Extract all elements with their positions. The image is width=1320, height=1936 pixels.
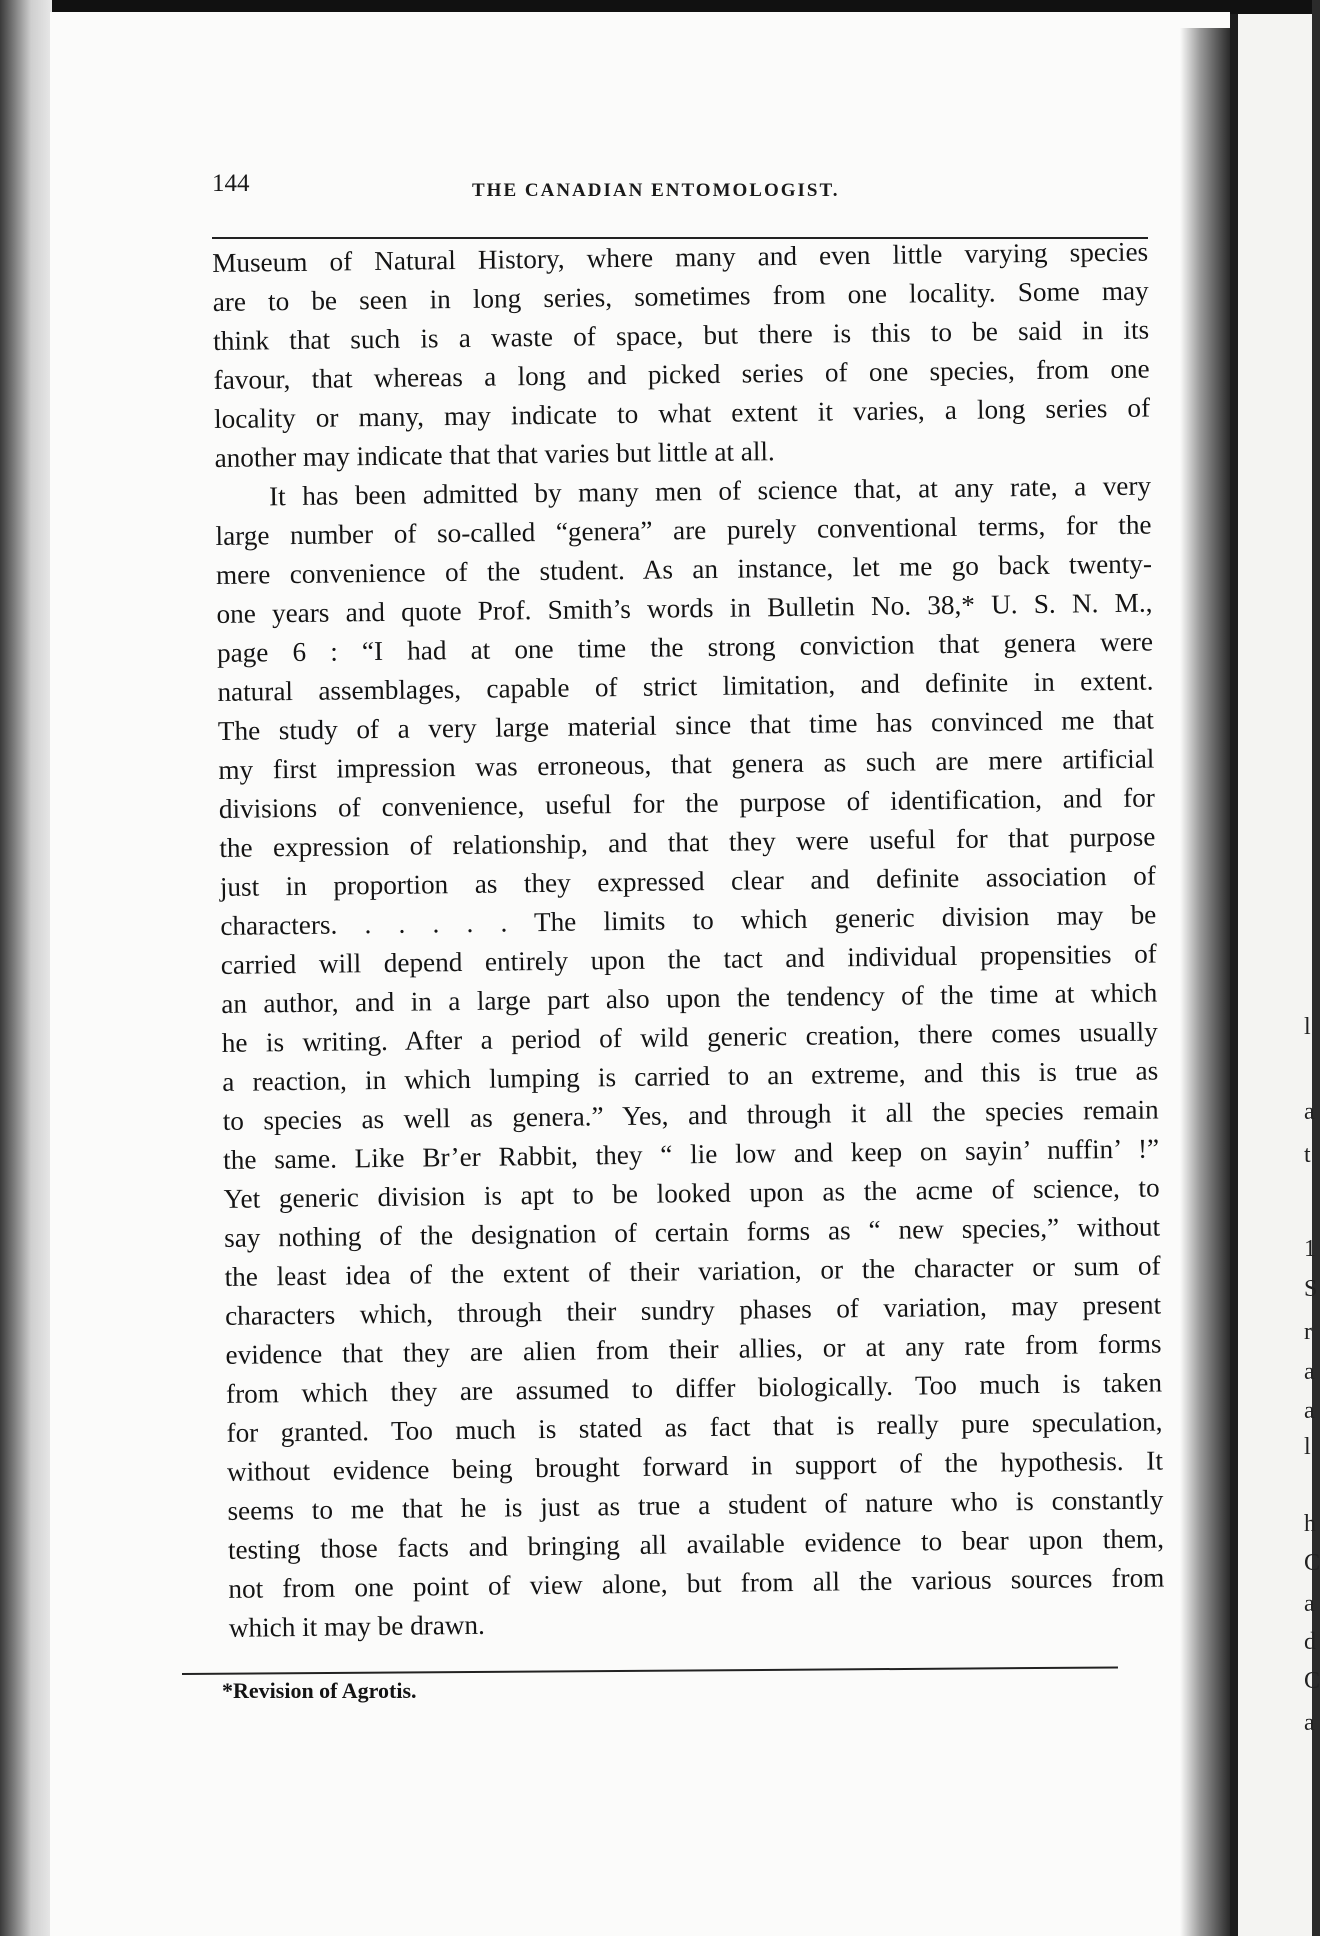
text-line: the expression of relationship, and that they were useful for that purpose: [219, 821, 1156, 863]
running-head: [212, 170, 1148, 206]
book-gutter-shadow: [1180, 28, 1230, 1936]
facing-page-letter: 1: [1304, 1236, 1316, 1262]
text-line: say nothing of the designation of certain forms as “ new species,” without: [223, 1211, 1161, 1253]
text-line: natural assemblages, capable of strict limitation, and definite in extent.: [217, 665, 1154, 707]
page-number: 144: [212, 170, 250, 197]
facing-page-letter: d: [1304, 1629, 1316, 1655]
text-line: mere convenience of the student. As an instance, let me go back twenty-: [215, 548, 1153, 590]
text-line: the least idea of the extent of their variation, or the character or sum of: [224, 1250, 1161, 1292]
facing-page-letter: S: [1304, 1276, 1318, 1302]
text-line: The study of a very large material since that time has convinced me that: [217, 704, 1155, 746]
text-line: favour, that whereas a long and picked series of one species, from one: [213, 353, 1150, 395]
facing-page-letter: a: [1304, 1710, 1315, 1736]
text-line: which it may be drawn.: [228, 1609, 486, 1643]
text-line: Museum of Natural History, where many and even little varying species: [212, 236, 1149, 278]
text-line: characters. . . . . . The limits to which generic division may be: [220, 899, 1157, 941]
text-line: for granted. Too much is stated as fact that is really pure speculation,: [226, 1406, 1163, 1448]
text-line: evidence that they are alien from their allies, or at any rate from forms: [225, 1328, 1162, 1370]
text-line: an author, and in a large part also upon the tendency of the time at which: [221, 977, 1158, 1019]
text-line: page 6 : “I had at one time the strong conviction that genera were: [216, 626, 1154, 668]
text-line: from which they are assumed to differ biologically. Too much is taken: [225, 1367, 1163, 1409]
facing-page-edge: [1230, 14, 1320, 1936]
facing-page-letter: a: [1304, 1591, 1315, 1617]
text-line: It has been admitted by many men of science that, at any rate, a very: [268, 470, 1152, 512]
text-line: he is writing. After a period of wild generic creation, there comes usually: [221, 1016, 1158, 1058]
facing-page-letter: r: [1304, 1319, 1312, 1345]
text-line: are to be seen in long series, sometimes from one locality. Some may: [212, 275, 1149, 317]
book-left-edge: [0, 0, 52, 1936]
text-line: characters which, through their sundry phases of variation, may present: [224, 1289, 1162, 1331]
footnote: *Revision of Agrotis.: [222, 1678, 417, 1703]
text-line: testing those facts and bringing all available evidence to bear upon them,: [227, 1523, 1165, 1565]
text-line: think that such is a waste of space, but there is this to be said in its: [213, 314, 1150, 356]
facing-page-letter: C: [1304, 1550, 1320, 1576]
text-line: locality or many, may indicate to what extent it varies, a long series of: [213, 392, 1151, 434]
text-line: my first impression was erroneous, that genera as such are mere artificial: [218, 743, 1155, 785]
text-line: not from one point of view alone, but from all the various sources from: [228, 1562, 1165, 1604]
facing-page-letter: C: [1304, 1668, 1320, 1694]
text-line: a reaction, in which lumping is carried to an extreme, and this is true as: [222, 1055, 1159, 1097]
text-line: seems to me that he is just as true a student of nature who is constantly: [227, 1484, 1164, 1526]
journal-title: THE CANADIAN ENTOMOLOGIST.: [472, 180, 840, 201]
text-line: Yet generic division is apt to be looked upon as the acme of science, to: [223, 1172, 1160, 1214]
facing-page-letter: l: [1304, 1434, 1311, 1460]
facing-page-letter: h: [1304, 1511, 1316, 1537]
body-text: [212, 233, 1165, 1648]
text-line: one years and quote Prof. Smith’s words in Bulletin No. 38,* U. S. N. M.,: [216, 587, 1153, 629]
text-line: large number of so-called “genera” are purely conventional terms, for the: [215, 509, 1152, 551]
text-line: carried will depend entirely upon the tact and individual propensities of: [220, 938, 1157, 980]
facing-page-letter: a: [1304, 1398, 1315, 1424]
text-line: without evidence being brought forward in support of the hypothesis. It: [226, 1445, 1164, 1487]
text-line: another may indicate that that varies but little at all.: [214, 436, 775, 473]
text-line: just in proportion as they expressed clear and definite association of: [219, 860, 1156, 902]
text-line: divisions of convenience, useful for the purpose of identification, and for: [218, 782, 1156, 824]
facing-page-letter: a: [1304, 1359, 1315, 1385]
text-line: to species as well as genera.” Yes, and through it all the species remain: [222, 1094, 1159, 1136]
text-line: the same. Like Br’er Rabbit, they “ lie low and keep on sayin’ nuffin’ !”: [223, 1133, 1160, 1175]
facing-page-letter: l: [1304, 1014, 1311, 1040]
facing-page-letter: t: [1304, 1142, 1311, 1168]
facing-page-letter: a: [1304, 1099, 1315, 1125]
